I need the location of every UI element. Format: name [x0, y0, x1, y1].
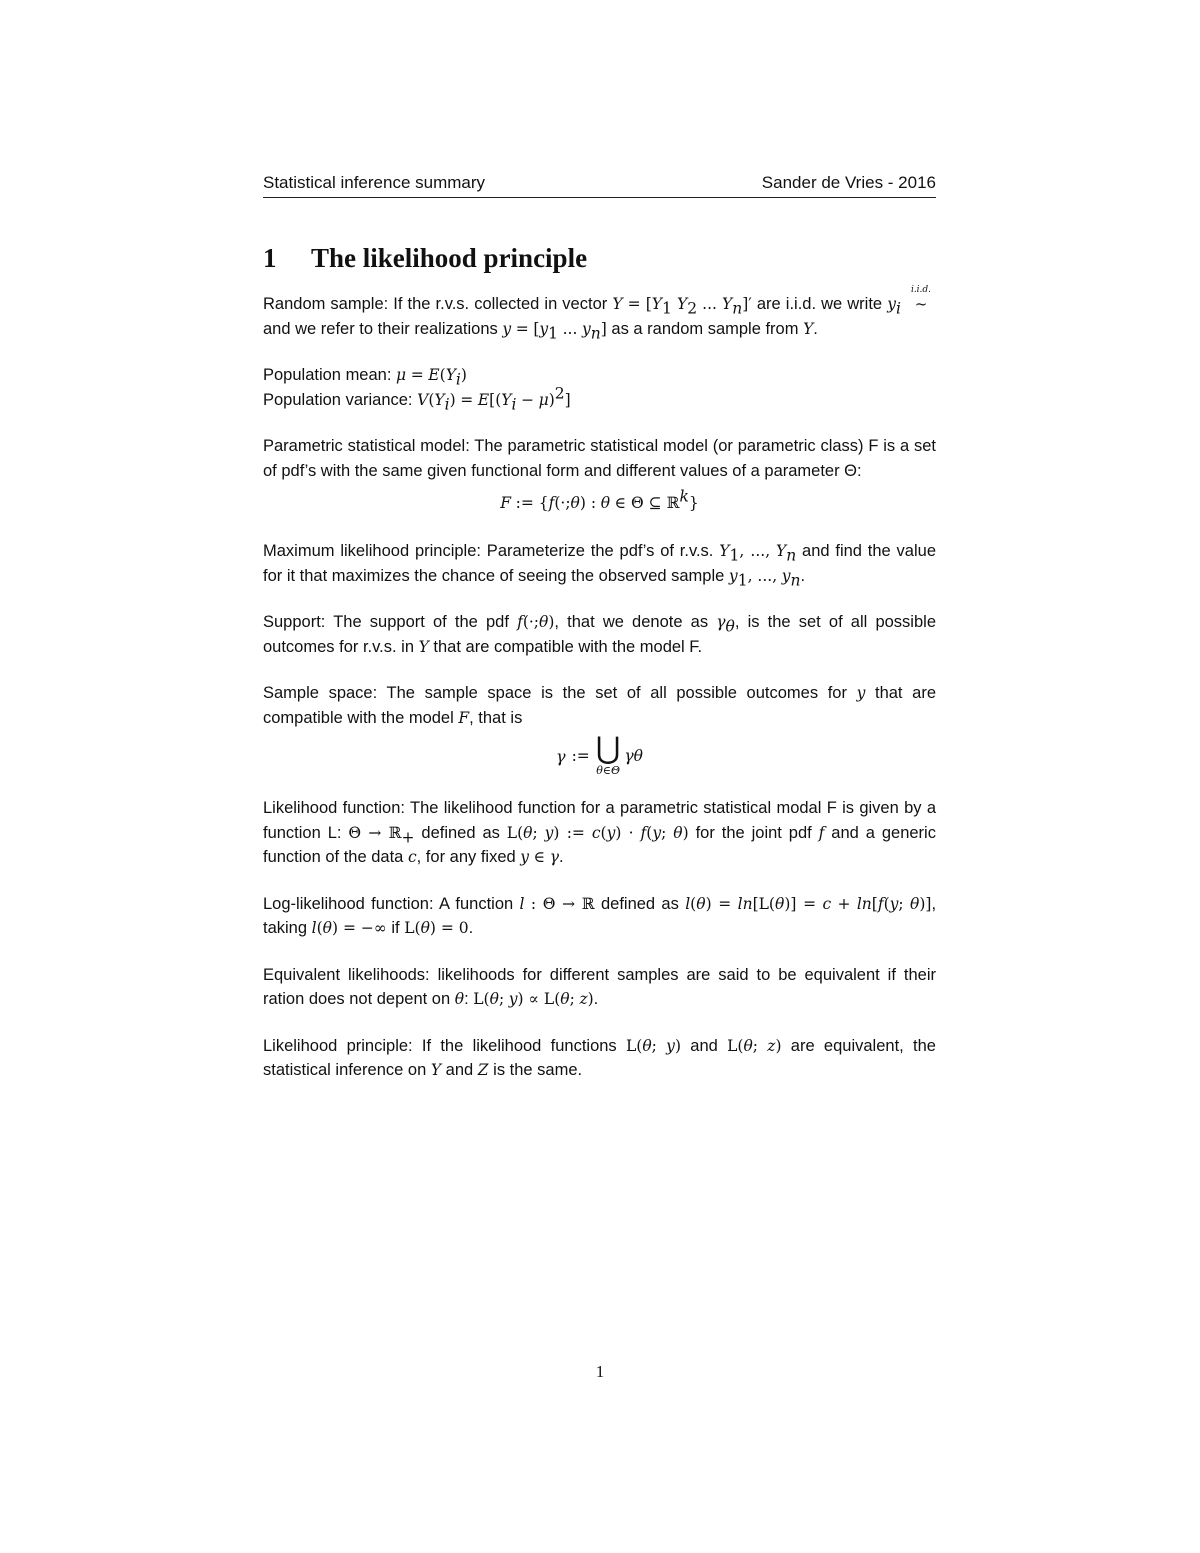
text: , that we denote as [554, 613, 717, 631]
text: is the same. [488, 1061, 583, 1079]
support-paragraph: Support: The support of the pdf f(·;θ), that we denote as $\gamma_\theta$, is the set of all possible outcomes for r.v.s. in Y that are compatible with the model F. [263, 613, 936, 656]
text: If the r.v.s. collected in vector [388, 295, 613, 313]
text: if [386, 919, 405, 937]
text: The sample space is the set of all possible outcomes for [377, 684, 857, 702]
text: defined as [594, 894, 686, 913]
text: If the likelihood functions [412, 1036, 626, 1055]
term-population-mean: Population mean: [263, 366, 392, 384]
formula: Y [612, 295, 623, 313]
text: and we refer to their realizations [263, 319, 503, 338]
term-sample-space: Sample space: [263, 684, 378, 702]
section-number: 1 [263, 243, 277, 273]
population-paragraph: Population mean: $\mu = E(Y_i)$ Population variance: $V(Y_i) = E[(Y_i - \mu)^2]$ [263, 366, 571, 413]
term-equivalent: Equivalent likelihoods: [263, 965, 430, 984]
text: that are compatible with the model F. [428, 637, 703, 656]
text: are equivalent, the statistical inference on [263, 1036, 936, 1079]
text: , that is [469, 708, 523, 727]
likelihood-function-paragraph: Likelihood function: The likelihood function for a parametric statistical modal F is given by a function L: Θ → ℝ$_+$ defined as L(θ; y) := c(y) · f(y; θ) for the joint pdf f and a generic function of the data c, for any fixed y ∈ γ. [263, 799, 936, 866]
equivalent-paragraph: Equivalent likelihoods: likelihoods for different samples are said to be equivalent if their ration does not depent on θ: L(θ; y) ∝ L(θ; z). [263, 965, 936, 1008]
loglik-paragraph: Log-likelihood function: A function l : Θ → ℝ defined as l(θ) = ln[L(θ)] = c + ln[f(y; θ)], taking l(θ) = −∞ if L(θ) = 0. [263, 894, 937, 937]
text: . [800, 566, 806, 585]
union-operator: ⋃ θ∈Θ [595, 731, 621, 777]
text: as a random sample from [606, 319, 804, 338]
text: . [813, 319, 818, 338]
text: are i.i.d. we write [751, 295, 888, 313]
term-parametric-model: Parametric statistical model: [263, 437, 470, 455]
parametric-paragraph [263, 434, 936, 483]
term-loglik: Log-likelihood function: [263, 894, 434, 913]
mle-paragraph: Maximum likelihood principle: Parameterize the pdf’s of r.v.s. $Y_1$, ..., $Y_n$ and find the value for it that maximizes the chance of seeing the observed sample $y_1$, ..., $y_n$. [263, 542, 936, 589]
text: . [593, 990, 599, 1008]
page-number: 1 [595, 1362, 605, 1381]
text: and find the value for it that maximizes the chance of seeing the observed sample [263, 542, 936, 585]
text: The likelihood function for a parametric statistical modal F is given by a function L: [263, 799, 936, 842]
section-heading [263, 242, 936, 274]
term-mle: Maximum likelihood principle: [263, 542, 481, 560]
text: The parametric statistical model (or parametric class) F is a set of pdf’s with the same given functional form and different values of a parameter Θ: [263, 437, 936, 480]
text: . [468, 919, 474, 937]
page [263, 172, 936, 1105]
text: and a generic function of the data [263, 823, 936, 866]
likelihood-principle-paragraph: Likelihood principle: If the likelihood functions L(θ; y) and L(θ; z) are equivalent, the statistical inference on Y and Z is the same. [263, 1036, 936, 1079]
term-random-sample: Random sample: [263, 295, 389, 313]
text: that are compatible with the model [263, 684, 936, 727]
text: A function [433, 894, 520, 913]
term-support: Support: [263, 613, 326, 631]
text: and [441, 1061, 478, 1079]
running-header [263, 172, 936, 198]
text: : [464, 990, 474, 1008]
text: . [558, 848, 564, 866]
text: for the joint pdf [688, 823, 819, 842]
union-subscript: θ∈Θ [596, 764, 620, 777]
parametric-formula: F := {f(·;θ) : θ ∈ Θ ⊆ ℝ$^k$} [500, 487, 699, 512]
random-sample-paragraph: Random sample: If the r.v.s. collected in vector $Y = [Y_1$ $Y_2$ ... $Y_n]'$ are i.i.d. we write $y_i$ i.i.d. ~ and we refer to their realizations $y = [y_1$ ... $y_n$] as a random sample from Y. [263, 292, 936, 341]
header-title: Statistical inference summary [263, 173, 486, 192]
sample-space-formula: γ := ⋃ θ∈Θ γ θ [556, 731, 643, 777]
text: , is the set of all possible outcomes for r.v.s. in [263, 613, 936, 656]
term-population-variance: Population variance: [263, 390, 413, 409]
text: The support of the pdf [325, 613, 518, 631]
term-likelihood-function: Likelihood function: [263, 799, 405, 817]
text: , taking [263, 894, 937, 937]
sample-space-paragraph: Sample space: The sample space is the set of all possible outcomes for y that are compatible with the model F, that is [263, 684, 936, 727]
text: likelihoods for different samples are said to be equivalent if their ration does not depent on [263, 965, 936, 1008]
text: defined as [414, 823, 507, 842]
section-title: The likelihood principle [311, 243, 588, 273]
term-likelihood-principle: Likelihood principle: [263, 1036, 413, 1055]
text: Parameterize the pdf’s of r.v.s. [480, 542, 720, 560]
iid-label: i.i.d. [910, 285, 932, 295]
header-author: Sander de Vries - 2016 [761, 173, 936, 192]
text: and [681, 1036, 728, 1055]
iid-tilde: i.i.d. ~ [906, 292, 936, 317]
text: , for any fixed [416, 848, 521, 866]
